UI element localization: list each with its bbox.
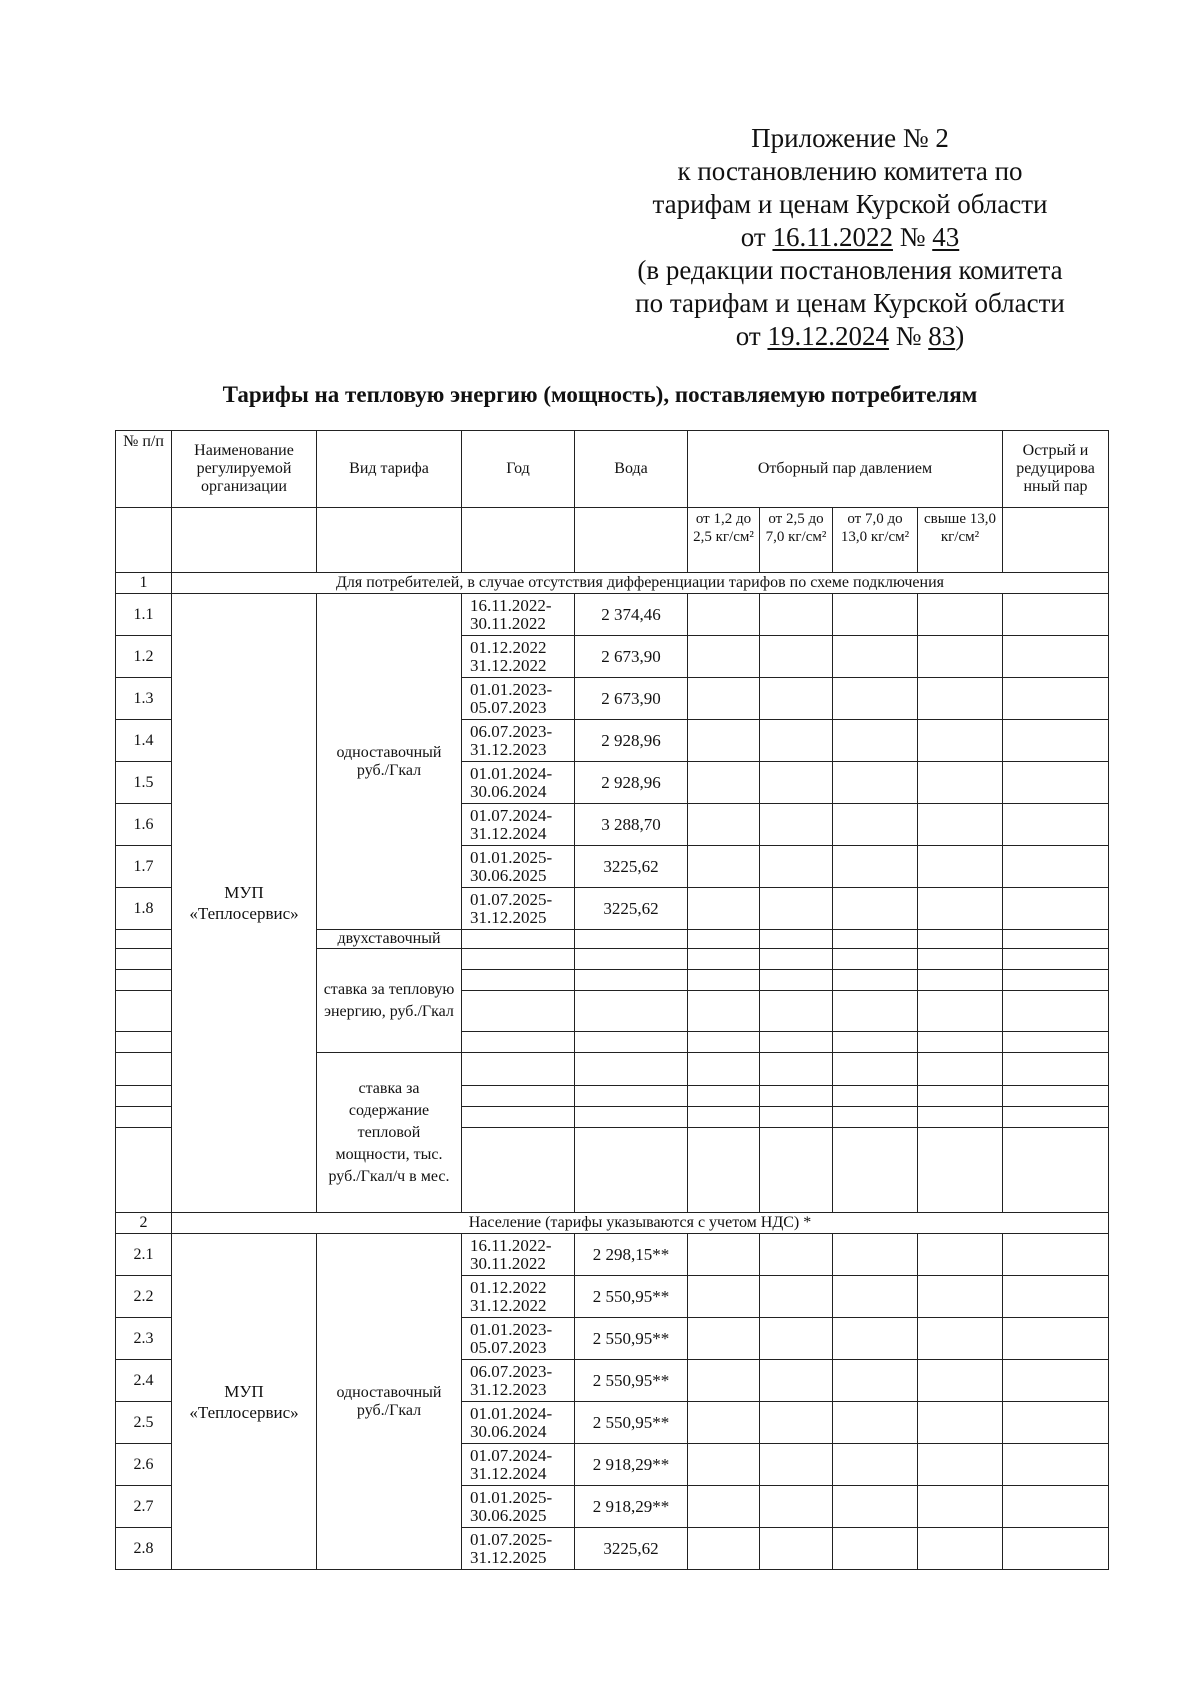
pressure-1: от 1,2 до 2,5 кг/см² [688, 508, 760, 573]
row-num: 2.4 [116, 1360, 172, 1402]
header-steam: Отборный пар давлением [688, 431, 1003, 508]
period: 16.11.2022- 30.11.2022 [462, 1234, 575, 1276]
document-title: Тарифы на тепловую энергию (мощность), поставляемую потребителям [222, 382, 978, 407]
period: 01.01.2025- 30.06.2025 [462, 1486, 575, 1528]
table-row [116, 1234, 1109, 1276]
pressure-2: от 2,5 до 7,0 кг/см² [760, 508, 833, 573]
row-num: 1.4 [116, 720, 172, 762]
period: 01.01.2024- 30.06.2024 [462, 1402, 575, 1444]
water-value: 2 550,95** [575, 1402, 688, 1444]
table-row [116, 594, 1109, 636]
empty-cell [462, 508, 575, 573]
tariff-type: одноставочный руб./Гкал [317, 1234, 462, 1570]
tariff-type: одноставочный руб./Гкал [317, 594, 462, 930]
water-value: 2 550,95** [575, 1318, 688, 1360]
subheader-row [116, 508, 1109, 573]
resolution-date: 16.11.2022 [772, 222, 893, 252]
header-sharp-steam: Острый и редуцирова нный пар [1003, 431, 1109, 508]
water-value: 2 673,90 [575, 678, 688, 720]
appendix-line: к постановлению комитета по [677, 156, 1023, 186]
row-num: 2.8 [116, 1528, 172, 1570]
water-value: 2 928,96 [575, 762, 688, 804]
header-num: № п/п [116, 431, 172, 508]
resolution-number: 43 [932, 222, 960, 252]
empty-cell [172, 508, 317, 573]
row-num: 2.6 [116, 1444, 172, 1486]
row-num: 1.6 [116, 804, 172, 846]
row-num: 1.3 [116, 678, 172, 720]
water-value: 2 550,95** [575, 1276, 688, 1318]
row-num: 2.3 [116, 1318, 172, 1360]
section-label: Для потребителей, в случае отсутствия дифференциации тарифов по схеме подключения [172, 573, 1109, 594]
text: № [888, 321, 929, 351]
period: 01.01.2024- 30.06.2024 [462, 762, 575, 804]
period: 01.01.2023- 05.07.2023 [462, 1318, 575, 1360]
water-value: 2 918,29** [575, 1444, 688, 1486]
org-name: МУП «Теплосервис» [172, 594, 317, 1213]
period: 06.07.2023- 31.12.2023 [462, 720, 575, 762]
row-num: 1.2 [116, 636, 172, 678]
water-value: 3225,62 [575, 846, 688, 888]
section-num: 2 [116, 1213, 172, 1234]
period: 01.07.2024- 31.12.2024 [462, 1444, 575, 1486]
org-name: МУП «Теплосервис» [172, 1234, 317, 1570]
appendix-header [600, 122, 1100, 353]
period: 01.07.2025- 31.12.2025 [462, 1528, 575, 1570]
water-value: 3225,62 [575, 888, 688, 930]
row-num: 1.5 [116, 762, 172, 804]
pressure-3: от 7,0 до 13,0 кг/см² [833, 508, 918, 573]
water-value: 2 918,29** [575, 1486, 688, 1528]
row-num: 1.8 [116, 888, 172, 930]
period: 01.12.2022 31.12.2022 [462, 1276, 575, 1318]
text: от [735, 321, 768, 351]
two-part-tariff: двухставочный [317, 930, 462, 949]
header-row [116, 431, 1109, 508]
water-value: 2 298,15** [575, 1234, 688, 1276]
empty-cell [575, 508, 688, 573]
text: ) [955, 321, 965, 351]
energy-rate-label: ставка за тепловую энергию, руб./Гкал [317, 949, 462, 1053]
text: от [740, 222, 773, 252]
section-row [116, 1213, 1109, 1234]
appendix-line: по тарифам и ценам Курской области [635, 288, 1065, 318]
water-value: 2 374,46 [575, 594, 688, 636]
period: 01.01.2025- 30.06.2025 [462, 846, 575, 888]
header-year: Год [462, 431, 575, 508]
appendix-line: тарифам и ценам Курской области [652, 189, 1048, 219]
period: 01.07.2025- 31.12.2025 [462, 888, 575, 930]
row-num: 1.7 [116, 846, 172, 888]
row-num: 2.2 [116, 1276, 172, 1318]
period: 01.07.2024- 31.12.2024 [462, 804, 575, 846]
period: 06.07.2023- 31.12.2023 [462, 1360, 575, 1402]
period: 01.12.2022 31.12.2022 [462, 636, 575, 678]
capacity-rate-label: ставка за содержание тепловой мощности, тыс. руб./Гкал/ч в мес. [317, 1053, 462, 1213]
header-water: Вода [575, 431, 688, 508]
row-num: 2.5 [116, 1402, 172, 1444]
period: 16.11.2022- 30.11.2022 [462, 594, 575, 636]
water-value: 2 928,96 [575, 720, 688, 762]
appendix-line: Приложение № 2 [751, 123, 949, 153]
water-value: 3 288,70 [575, 804, 688, 846]
water-value: 2 550,95** [575, 1360, 688, 1402]
header-org: Наименование регулируемой организации [172, 431, 317, 508]
row-num: 2.7 [116, 1486, 172, 1528]
tariff-table [115, 430, 1109, 1570]
section-row [116, 573, 1109, 594]
water-value: 2 673,90 [575, 636, 688, 678]
empty-cell [1003, 508, 1109, 573]
section-label: Население (тарифы указываются с учетом НДС) * [172, 1213, 1109, 1234]
period: 01.01.2023- 05.07.2023 [462, 678, 575, 720]
empty-cell [116, 508, 172, 573]
amendment-number: 83 [928, 321, 956, 351]
row-num: 2.1 [116, 1234, 172, 1276]
row-num: 1.1 [116, 594, 172, 636]
appendix-line: (в редакции постановления комитета [637, 255, 1063, 285]
text: № [892, 222, 933, 252]
pressure-4: свыше 13,0 кг/см² [918, 508, 1003, 573]
appendix-line [600, 221, 1100, 254]
amendment-date: 19.12.2024 [767, 321, 889, 351]
water-value: 3225,62 [575, 1528, 688, 1570]
empty-cell [317, 508, 462, 573]
section-num: 1 [116, 573, 172, 594]
appendix-line [600, 320, 1100, 353]
header-type: Вид тарифа [317, 431, 462, 508]
